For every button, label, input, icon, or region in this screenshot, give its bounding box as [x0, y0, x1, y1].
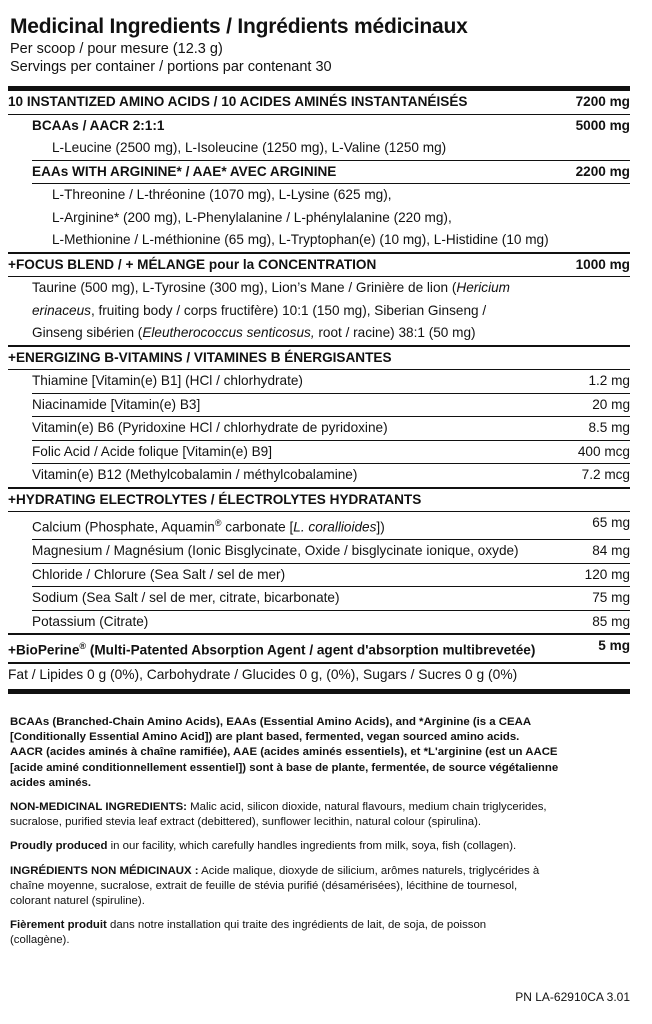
- focus-blend-label: +FOCUS BLEND / + MÉLANGE pour la CONCENTRATION: [8, 256, 377, 272]
- non-medicinal-label: NON-MEDICINAL INGREDIENTS:: [10, 801, 187, 814]
- electrolyte-amount: 120 mg: [584, 566, 630, 582]
- vitamin-amount: 20 mg: [592, 396, 630, 412]
- footnote-line: [acide aminé conditionnellement essentiel]) sont à base de plante, fermentée, de source végétalienne: [10, 761, 559, 774]
- vitamin-amount: 1.2 mg: [588, 373, 630, 388]
- non-medicinal-ingredients: [10, 800, 632, 830]
- eaa-amount: 2200 mg: [575, 163, 630, 179]
- eaa-description-line: L-Methionine / L-méthionine (65 mg), L-Tryptophan(e) (10 mg), L-Histidine (10 mg): [52, 232, 549, 247]
- electrolyte-label: Potassium (Citrate): [32, 613, 149, 629]
- focus-latin-name: Eleutherococcus senticosus,: [142, 325, 315, 340]
- focus-blend-row: [8, 254, 630, 277]
- electrolyte-row: [8, 564, 630, 587]
- focus-blend-description-line-1: [8, 277, 630, 300]
- electrolyte-row: [8, 540, 630, 563]
- bioperine-row: [8, 635, 630, 662]
- bioperine-text: (Multi-Patented Absorption Agent / agent d'absorption multibrevetée): [86, 642, 536, 658]
- vitamin-label: Niacinamide [Vitamin(e) B3]: [32, 396, 201, 412]
- vitamin-amount: 7.2 mcg: [581, 467, 630, 482]
- focus-latin-name: erinaceus: [32, 302, 91, 318]
- electrolytes-header-row: [8, 489, 630, 512]
- focus-text: root / racine) 38:1 (50 mg): [314, 325, 476, 340]
- non-medicinal-text: sucralose, purified stevia leaf extract (debittered), sunflower lecithin, natural colour (spirulina).: [10, 816, 482, 829]
- fierement-produit-text: (collagène).: [10, 934, 70, 947]
- bcaa-label: BCAAs / AACR 2:1:1: [32, 117, 165, 133]
- proudly-produced-label: Proudly produced: [10, 840, 108, 853]
- bcaa-description: L-Leucine (2500 mg), L-Isoleucine (1250 mg), L-Valine (1250 mg): [52, 140, 447, 155]
- vitamin-row: [8, 464, 630, 487]
- bottom-thick-rule: [8, 689, 630, 694]
- vitamin-amount: 8.5 mg: [588, 420, 630, 435]
- electrolyte-row: [8, 512, 630, 539]
- french-non-medicinal-label: INGRÉDIENTS NON MÉDICINAUX :: [10, 864, 199, 877]
- calcium-text: ]): [376, 519, 385, 535]
- non-medicinal-text: Malic acid, silicon dioxide, natural flavours, medium chain triglycerides,: [186, 801, 547, 814]
- electrolytes-label: +HYDRATING ELECTROLYTES / ÉLECTROLYTES HYDRATANTS: [8, 491, 422, 507]
- calcium-text: carbonate [: [221, 519, 294, 535]
- fierement-produit-label: Fièrement produit: [10, 919, 107, 932]
- amino-acids-amount: 7200 mg: [575, 94, 630, 109]
- calcium-text: Calcium (Phosphate, Aquamin: [32, 519, 215, 535]
- supplement-facts-panel: [8, 14, 630, 694]
- electrolyte-amount: 85 mg: [592, 613, 630, 629]
- french-non-medicinal-text: colorant naturel (spiruline).: [10, 895, 145, 908]
- bioperine-amount: 5 mg: [598, 638, 630, 654]
- electrolyte-amount: 65 mg: [592, 515, 630, 530]
- vitamins-header-row: [8, 347, 630, 370]
- footnote-line: BCAAs (Branched-Chain Amino Acids), EAAs (Essential Amino Acids), and *Arginine (is a CEAA: [10, 716, 532, 728]
- servings-text: Servings per container / portions par contenant 30: [10, 59, 332, 75]
- footnotes: [10, 715, 632, 958]
- vitamin-label: Folic Acid / Acide folique [Vitamin(e) B9]: [32, 443, 273, 459]
- registered-mark: ®: [214, 518, 222, 528]
- electrolyte-label: Magnesium / Magnésium (Ionic Bisglycinate, Oxide / bisglycinate ionique, oxyde): [32, 543, 519, 559]
- electrolyte-label: [32, 512, 584, 539]
- part-number: PN LA-62910CA 3.01: [515, 990, 630, 1004]
- electrolyte-amount: 75 mg: [592, 590, 630, 606]
- french-non-medicinal-text: Acide malique, dioxyde de silicium, arômes naturels, triglycérides à: [198, 864, 540, 877]
- vitamin-row: [8, 394, 630, 417]
- calcium-latin-name: L. corallioides: [293, 519, 377, 535]
- amino-acid-footnote: [10, 715, 632, 791]
- vitamins-label: +ENERGIZING B-VITAMINS / VITAMINES B ÉNERGISANTES: [8, 349, 392, 365]
- registered-mark: ®: [79, 641, 87, 652]
- french-non-medicinal-ingredients: [10, 864, 632, 910]
- vitamin-row: [8, 370, 630, 393]
- french-allergen-statement: [10, 918, 632, 948]
- electrolyte-row: [8, 587, 630, 610]
- vitamin-label: Vitamin(e) B6 (Pyridoxine HCl / chlorhydrate de pyridoxine): [32, 420, 388, 435]
- electrolyte-amount: 84 mg: [592, 543, 630, 559]
- footnote-line: AACR (acides aminés à chaîne ramifiée), AAE (acides aminés essentiels), et *L'arginine (est un AACE: [10, 746, 558, 759]
- amino-acids-label: 10 INSTANTIZED AMINO ACIDS / 10 ACIDES AMINÉS INSTANTANÉISÉS: [8, 94, 468, 109]
- vitamin-amount: 400 mcg: [577, 443, 630, 459]
- allergen-statement: [10, 839, 632, 854]
- bcaa-row: [8, 115, 630, 138]
- focus-blend-amount: 1000 mg: [575, 256, 630, 272]
- eaa-row: [8, 161, 630, 184]
- footnote-line: acides aminés.: [10, 776, 92, 789]
- eaa-label: EAAs WITH ARGININE* / AAE* AVEC ARGININE: [32, 163, 337, 179]
- proudly-produced-text: in our facility, which carefully handles ingredients from milk, soya, fish (collagen).: [107, 840, 517, 853]
- bioperine-text: +BioPerine: [8, 642, 80, 658]
- vitamin-row: [8, 417, 630, 440]
- per-scoop-text: Per scoop / pour mesure (12.3 g): [10, 41, 223, 57]
- electrolyte-label: Chloride / Chlorure (Sea Salt / sel de mer): [32, 566, 286, 582]
- focus-blend-description-line-2: [8, 300, 630, 323]
- vitamin-label: Vitamin(e) B12 (Methylcobalamin / méthylcobalamine): [32, 467, 358, 482]
- footnote-line: [Conditionally Essential Amino Acid]) are plant based, fermented, vegan sourced amino acids.: [10, 731, 520, 744]
- fierement-produit-text: dans notre installation qui traite des ingrédients de lait, de soja, de poisson: [106, 919, 487, 932]
- focus-text: Taurine (500 mg), L-Tyrosine (300 mg), Lion’s Mane / Grinière de lion (: [32, 280, 457, 295]
- vitamin-row: [8, 441, 630, 464]
- bioperine-label: [8, 635, 590, 662]
- electrolyte-label: Sodium (Sea Salt / sel de mer, citrate, bicarbonate): [32, 590, 340, 606]
- vitamin-label: Thiamine [Vitamin(e) B1] (HCl / chlorhydrate): [32, 373, 303, 388]
- french-non-medicinal-text: chaîne moyenne, sucralose, extrait de feuille de stévia purifié (désamérisées), lécithine de tournesol,: [10, 879, 518, 892]
- fat-carb-sugar-line: Fat / Lipides 0 g (0%), Carbohydrate / Glucides 0 g, (0%), Sugars / Sucres 0 g (0%): [8, 667, 518, 683]
- focus-blend-description-line-3: [8, 322, 630, 345]
- focus-text: Ginseng sibérien (: [32, 325, 143, 340]
- focus-text: , fruiting body / corps fructifère) 10:1 (150 mg), Siberian Ginseng /: [90, 302, 487, 318]
- eaa-description-line: L-Arginine* (200 mg), L-Phenylalanine / L-phénylalanine (220 mg),: [52, 209, 452, 225]
- eaa-description-line: L-Threonine / L-thréonine (1070 mg), L-Lysine (625 mg),: [52, 187, 392, 202]
- focus-latin-name: Hericium: [456, 280, 510, 295]
- panel-title: Medicinal Ingredients / Ingrédients médicinaux: [10, 15, 468, 38]
- amino-acids-row: [8, 91, 630, 114]
- electrolyte-row: [8, 611, 630, 634]
- bcaa-amount: 5000 mg: [575, 117, 630, 133]
